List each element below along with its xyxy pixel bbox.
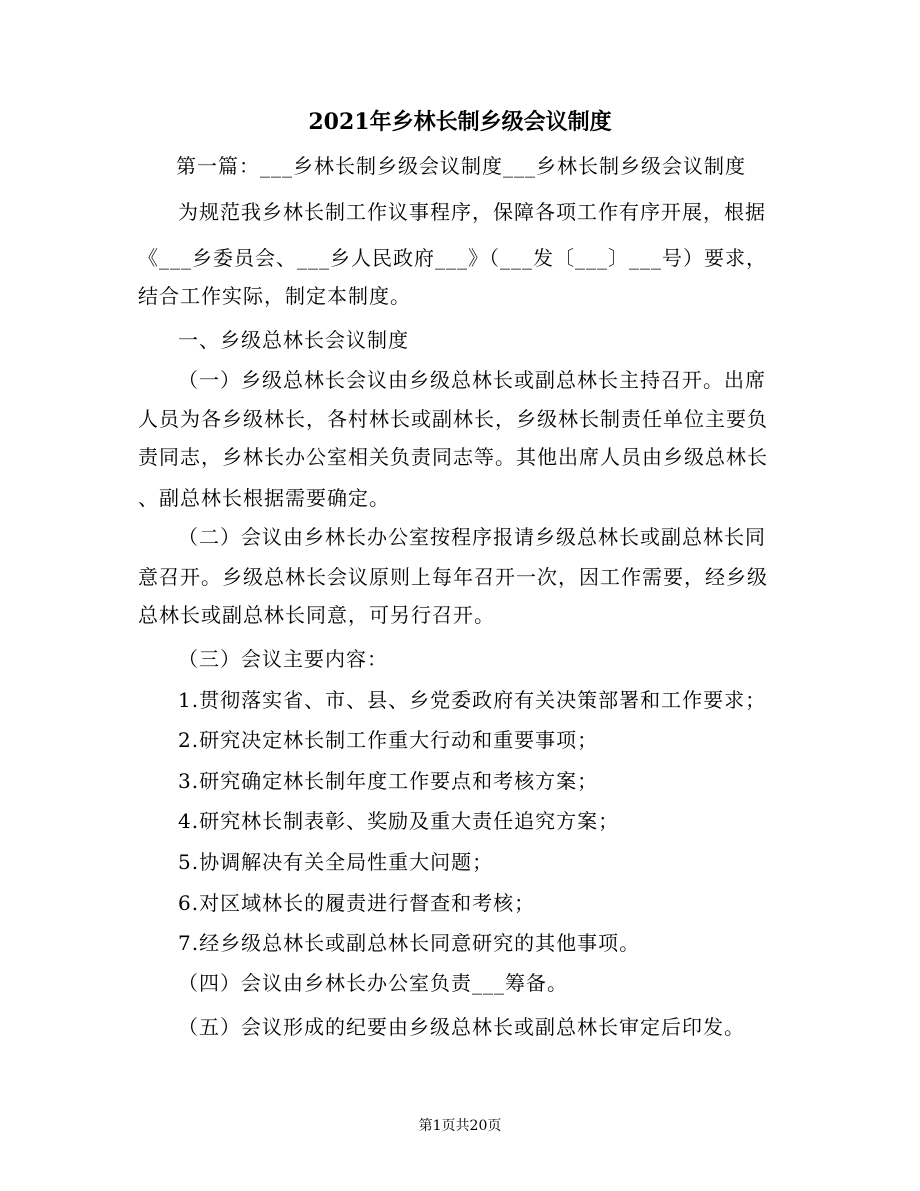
page-number: 第1页共20页 bbox=[418, 1118, 502, 1134]
text-line: 为规范我乡林长制工作议事程序，保障各项工作有序开展，根据 bbox=[178, 200, 766, 224]
text-line: 《___乡委员会、___乡人民政府___》（___发〔___〕___号）要求， bbox=[138, 246, 767, 270]
text-line: （四）会议由乡林长办公室负责___筹备。 bbox=[178, 971, 568, 995]
text-line: （一）乡级总林长会议由乡级总林长或副总林长主持召开。出席 bbox=[178, 368, 766, 392]
text-line: 责同志，乡林长办公室相关负责同志等。其他出席人员由乡级总林长 bbox=[138, 445, 768, 469]
text-line: 人员为各乡级林长，各村林长或副林长，乡级林长制责任单位主要负 bbox=[138, 407, 768, 431]
text-line: （二）会议由乡林长办公室按程序报请乡级总林长或副总林长同 bbox=[178, 525, 766, 549]
text-line: 总林长或副总林长同意，可另行召开。 bbox=[138, 603, 495, 627]
list-item: 4.研究林长制表彰、奖励及重大责任追究方案； bbox=[178, 809, 620, 833]
section-heading: 一、乡级总林长会议制度 bbox=[178, 328, 409, 352]
text-line: 第一篇：___乡林长制乡级会议制度___乡林长制乡级会议制度 bbox=[176, 154, 746, 178]
list-item: 3.研究确定林长制年度工作要点和考核方案； bbox=[178, 769, 599, 793]
text-line: （三）会议主要内容： bbox=[178, 647, 388, 671]
list-item: 6.对区域林长的履责进行督查和考核； bbox=[178, 891, 536, 915]
text-line: 、副总林长根据需要确定。 bbox=[138, 486, 390, 510]
text-line: 结合工作实际，制定本制度。 bbox=[138, 284, 411, 308]
text-line: 意召开。乡级总林长会议原则上每年召开一次，因工作需要，经乡级 bbox=[138, 565, 768, 589]
document-title: 2021年乡林长制乡级会议制度 bbox=[308, 109, 612, 135]
list-item: 7.经乡级总林长或副总林长同意研究的其他事项。 bbox=[178, 931, 641, 955]
list-item: 5.协调解决有关全局性重大问题； bbox=[178, 850, 494, 874]
text-line: （五）会议形成的纪要由乡级总林长或副总林长审定后印发。 bbox=[178, 1015, 745, 1039]
list-item: 2.研究决定林长制工作重大行动和重要事项； bbox=[178, 728, 599, 752]
list-item: 1.贯彻落实省、市、县、乡党委政府有关决策部署和工作要求； bbox=[178, 688, 767, 712]
